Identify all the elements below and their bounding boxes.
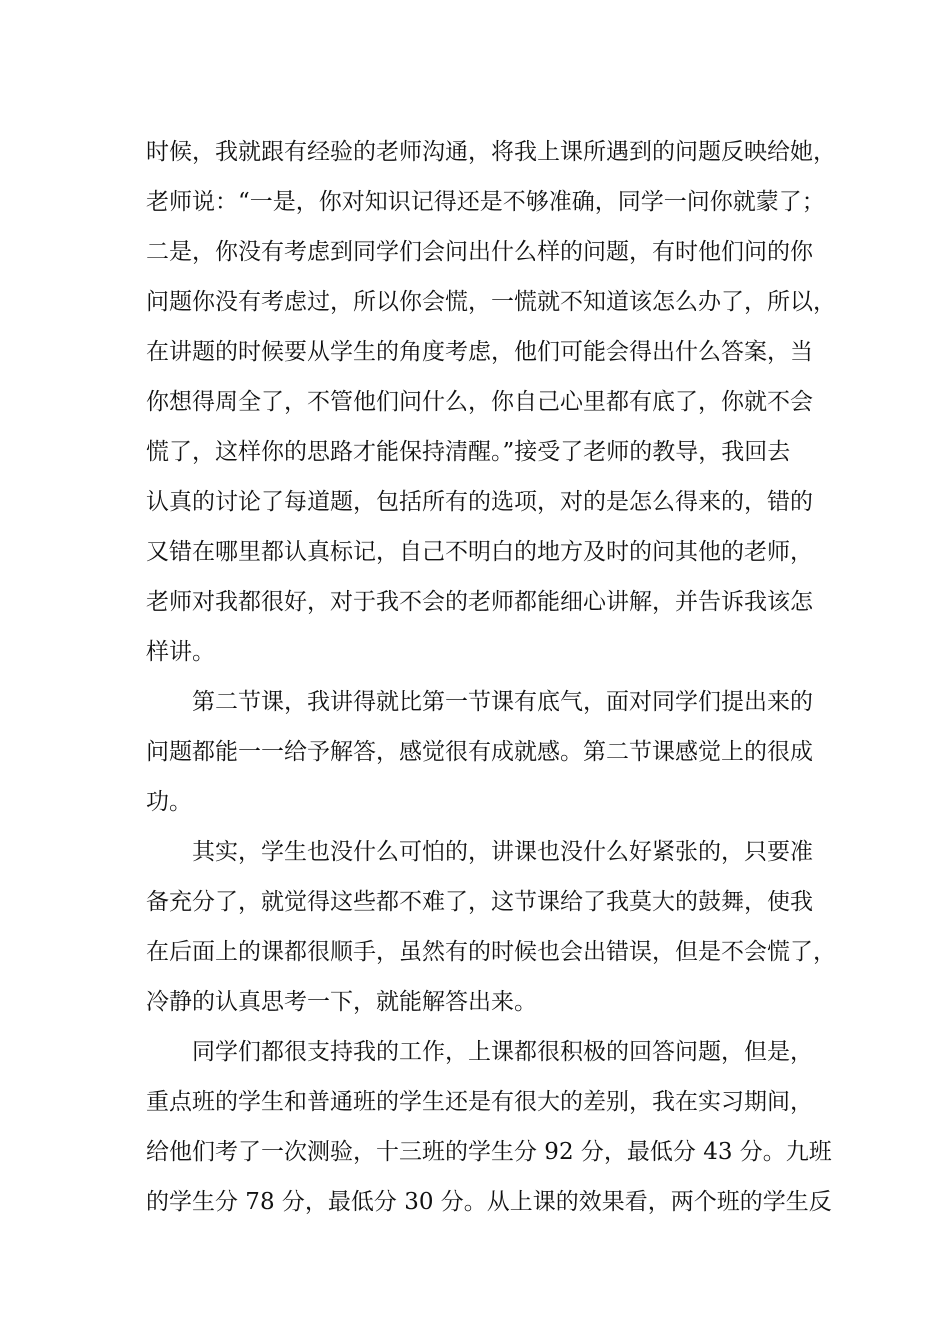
- text-line: 备充分了，就觉得这些都不难了，这节课给了我莫大的鼓舞，使我: [146, 889, 813, 915]
- text-line: 功。: [146, 789, 192, 815]
- text-line: 在讲题的时候要从学生的角度考虑，他们可能会得出什么答案，当: [146, 339, 813, 365]
- paragraph-first-line: 同学们都很支持我的工作，上课都很积极的回答问题，但是，: [192, 1039, 813, 1065]
- text-line: 问题都能一一给予解答，感觉很有成就感。第二节课感觉上的很成: [146, 739, 813, 765]
- text-line: 又错在哪里都认真标记，自己不明白的地方及时的问其他的老师，: [146, 539, 813, 565]
- text-line: 样讲。: [146, 639, 215, 665]
- text-line: 问题你没有考虑过，所以你会慌，一慌就不知道该怎么办了，所以，: [146, 289, 836, 315]
- text-line: 重点班的学生和普通班的学生还是有很大的差别，我在实习期间，: [146, 1089, 813, 1115]
- text-line: 给他们考了一次测验，十三班的学生分 92 分，最低分 43 分。九班: [146, 1139, 832, 1165]
- text-line: 在后面上的课都很顺手，虽然有的时候也会出错误，但是不会慌了，: [146, 939, 836, 965]
- text-line: 冷静的认真思考一下，就能解答出来。: [146, 989, 537, 1015]
- text-line: 你想得周全了，不管他们问什么，你自己心里都有底了，你就不会: [146, 389, 813, 415]
- text-line: 老师对我都很好，对于我不会的老师都能细心讲解，并告诉我该怎: [146, 589, 813, 615]
- text-line: 时候，我就跟有经验的老师沟通，将我上课所遇到的问题反映给她，: [146, 139, 836, 165]
- paragraph-first-line: 其实，学生也没什么可怕的，讲课也没什么好紧张的，只要准: [192, 839, 813, 865]
- text-line: 老师说：“一是，你对知识记得还是不够准确，同学一问你就蒙了；: [146, 189, 825, 215]
- text-line: 的学生分 78 分，最低分 30 分。从上课的效果看，两个班的学生反: [146, 1189, 832, 1215]
- text-line: 认真的讨论了每道题，包括所有的选项，对的是怎么得来的，错的: [146, 489, 813, 515]
- paragraph-first-line: 第二节课，我讲得就比第一节课有底气，面对同学们提出来的: [192, 689, 813, 715]
- text-line: 慌了，这样你的思路才能保持清醒。”接受了老师的教导，我回去: [146, 439, 791, 465]
- text-line: 二是，你没有考虑到同学们会问出什么样的问题，有时他们问的你: [146, 239, 813, 265]
